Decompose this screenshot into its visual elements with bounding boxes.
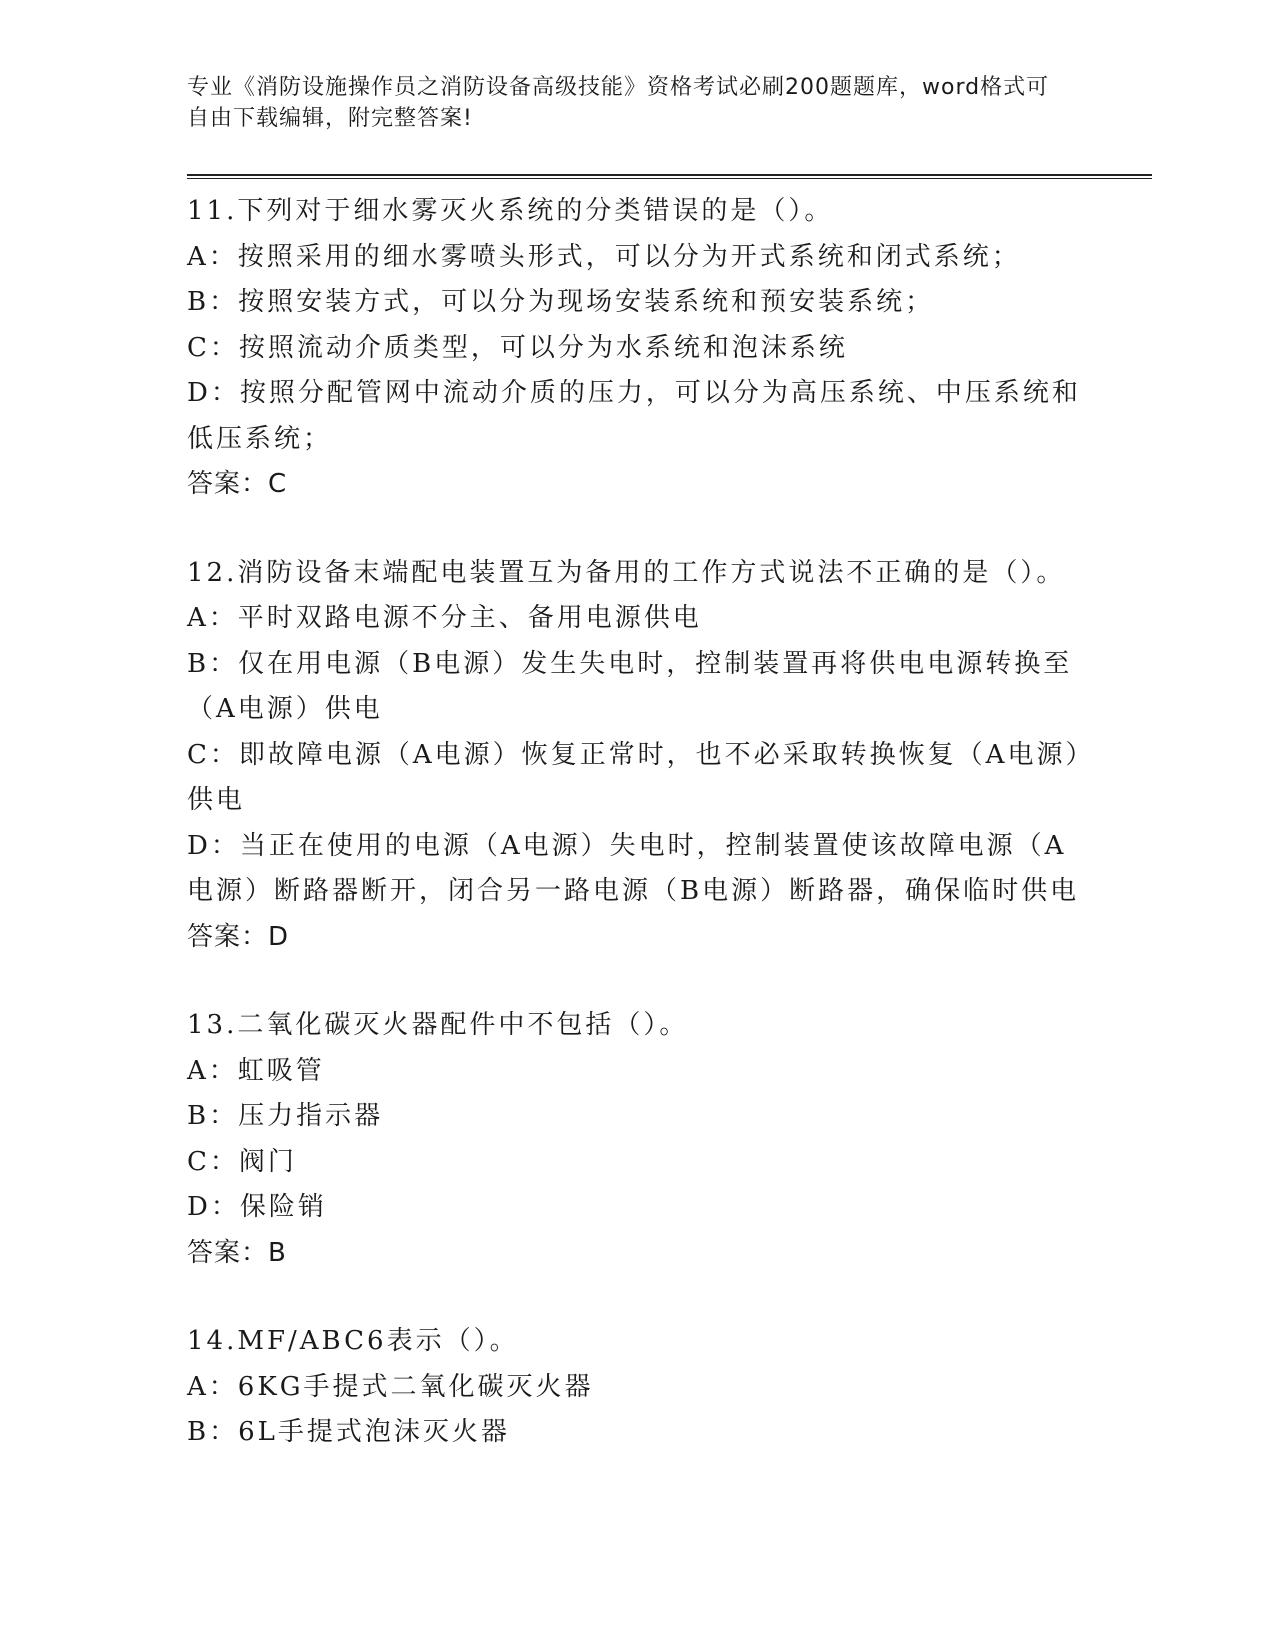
option-c: C：阀门 [187, 1146, 297, 1177]
answer: 答案：C [187, 469, 288, 499]
option-b: B：压力指示器 [187, 1101, 384, 1131]
option-b: B：按照安装方式，可以分为现场安装系统和预安装系统； [187, 287, 935, 317]
option-a: A：平时双路电源不分主、备用电源供电 [187, 603, 702, 633]
option-b: B：仅在用电源（B电源）发生失电时，控制装置再将供电电源转换至（A电源）供电 [187, 648, 1073, 724]
option-c: C：即故障电源（A电源）恢复正常时，也不必采取转换恢复（A电源）供电 [187, 739, 1082, 815]
answer: 答案：D [187, 921, 290, 952]
question-stem: 12.消防设备末端配电装置互为备用的工作方式说法不正确的是（）。 [187, 557, 1066, 588]
option-a: A：6KG手提式二氧化碳灭火器 [187, 1371, 594, 1402]
option-a: A：按照采用的细水雾喷头形式，可以分为开式系统和闭式系统； [187, 241, 1021, 272]
question-12 [187, 551, 1152, 961]
answer: 答案：B [187, 1237, 287, 1268]
header-divider [187, 174, 1152, 179]
option-a: A：虹吸管 [187, 1055, 325, 1086]
question-13 [187, 1003, 1152, 1276]
option-d: D：当正在使用的电源（A电源）失电时，控制装置使该故障电源（A电源）断路器断开，闭合另一路电源（B电源）断路器，确保临时供电 [187, 830, 1080, 906]
question-list [187, 189, 1152, 1456]
option-b: B：6L手提式泡沫灭火器 [187, 1417, 510, 1447]
document-page [187, 72, 1152, 1499]
question-stem: 11.下列对于细水雾灭火系统的分类错误的是（）。 [187, 196, 834, 226]
question-stem: 14.MF/ABC6表示（）。 [187, 1326, 519, 1356]
question-stem: 13.二氧化碳灭火器配件中不包括（）。 [187, 1010, 689, 1040]
document-header: 专业《消防设施操作员之消防设备高级技能》资格考试必刷200题题库，word格式可自由下载编辑，附完整答案! [187, 75, 1050, 131]
option-c: C：按照流动介质类型，可以分为水系统和泡沫系统 [187, 332, 848, 363]
option-d: D：保险销 [187, 1192, 327, 1222]
question-11 [187, 189, 1152, 508]
question-14 [187, 1319, 1152, 1456]
option-d: D：按照分配管网中流动介质的压力，可以分为高压系统、中压系统和低压系统； [187, 378, 1081, 454]
